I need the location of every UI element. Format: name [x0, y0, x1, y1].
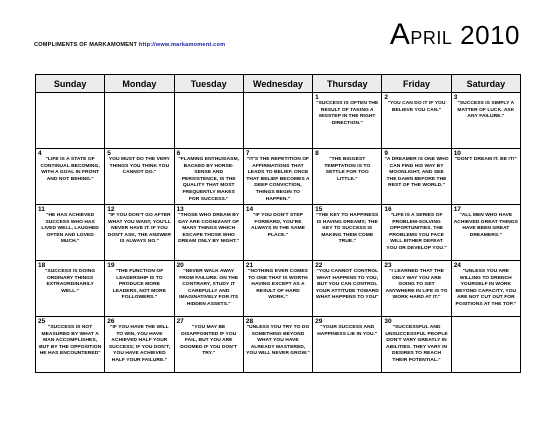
day-number: 24	[453, 262, 461, 269]
day-number: 10	[453, 150, 461, 157]
day-quote: "SUCCESS IS OFTEN THE RESULT OF TAKING A MISSTEP IN THE RIGHT DIRECTION."	[316, 101, 379, 126]
day-number: 15	[315, 206, 323, 213]
day-quote: "SUCCESS IS SIMPLY A MATTER OF LUCK. ASK ANY FAILURE."	[457, 101, 515, 120]
day-cell	[451, 149, 520, 205]
day-quote: "SUCCESSFUL AND UNSUCCESSFUL PEOPLE DON'T VARY GREATLY IN ABILITIES. THEY VARY IN DESIRES TO REACH THEIR POTENTIAL."	[385, 325, 448, 363]
day-cell	[382, 93, 451, 149]
day-number: 23	[384, 262, 392, 269]
day-cell	[313, 149, 382, 205]
week-row	[36, 317, 521, 373]
week-row	[36, 261, 521, 317]
day-quote: "THE BIGGEST TEMPTATION IS TO SETTLE FOR TOO LITTLE."	[324, 157, 371, 182]
day-number: 13	[176, 206, 184, 213]
day-number: 4	[38, 150, 42, 157]
day-number: 26	[107, 318, 115, 325]
day-number: 21	[245, 262, 254, 269]
month-title-rest: pril 2010	[410, 20, 520, 50]
day-number: 5	[107, 150, 111, 157]
day-number: 2	[384, 94, 389, 101]
day-cell	[174, 93, 243, 149]
weekday-sunday: Sunday	[36, 75, 105, 93]
day-number: 6	[176, 150, 181, 157]
day-cell	[174, 317, 243, 373]
day-quote: "YOU CANNOT CONTROL WHAT HAPPENS TO YOU, BUT YOU CAN CONTROL YOUR ATTITUDE TOWARD WHAT HAPPENS TO YOU"	[315, 269, 379, 301]
weekday-thursday: Thursday	[313, 75, 382, 93]
day-number: 30	[384, 318, 392, 325]
day-cell	[451, 93, 520, 149]
day-quote: "NEVER WALK AWAY FROM FAILURE. ON THE CONTRARY, STUDY IT CAREFULLY AND IMAGINATIVELY FOR ITS HIDDEN ASSETS."	[179, 269, 239, 307]
week-row	[36, 93, 521, 149]
day-cell	[36, 205, 105, 261]
day-number: 19	[107, 262, 115, 269]
day-number: 12	[107, 206, 115, 213]
day-cell	[174, 261, 243, 317]
month-title	[390, 18, 520, 52]
weekday-monday: Monday	[105, 75, 174, 93]
day-quote: "IF YOU DON'T STEP FORWARD, YOU'RE ALWAYS IN THE SAME PLACE."	[250, 213, 305, 238]
day-quote: "HE HAS ACHIEVED SUCCESS WHO HAS LIVED WELL, LAUGHED OFTEN AND LOVED MUCH."	[41, 213, 99, 245]
day-quote: "YOU CAN DO IT IF YOU BELIEVE YOU CAN."	[387, 101, 446, 113]
day-cell	[451, 317, 520, 373]
weekday-tuesday: Tuesday	[174, 75, 243, 93]
day-number: 14	[245, 206, 254, 213]
day-quote: "FLAMING ENTHUSIASM, BACKED BY HORSE-SENSE AND PERSISTENCE, IS THE QUALITY THAT MOST FREQUENTLY MAKES FOR SUCCESS."	[178, 157, 240, 202]
day-quote: "IF YOU DON'T GO AFTER WHAT YOU WANT, YOU'LL NEVER HAVE IT. IF YOU DON'T ASK, THE ANSWER IS ALWAYS NO."	[107, 213, 171, 245]
day-number: 1	[315, 94, 319, 101]
day-cell	[313, 93, 382, 149]
day-number: 8	[315, 150, 319, 157]
day-cell	[313, 261, 382, 317]
day-quote: "SUCCESS IS NOT MEASURED BY WHAT A MAN ACCOMPLISHES, BUT BY THE OPPOSITION HE HAS ENCOUNTERED"	[39, 325, 102, 357]
day-cell	[382, 317, 451, 373]
day-cell	[105, 317, 174, 373]
day-cell	[382, 261, 451, 317]
weekday-header-row	[36, 75, 521, 93]
day-cell	[105, 261, 174, 317]
weekday-friday: Friday	[382, 75, 451, 93]
day-quote: "ALL MEN WHO HAVE ACHIEVED GREAT THINGS HAVE BEEN GREAT DREAMERS."	[453, 213, 518, 238]
day-quote: "THE FUNCTION OF LEADERSHIP IS TO PRODUCE MORE LEADERS, NOT MORE FOLLOWERS."	[112, 269, 167, 301]
day-number: 17	[453, 206, 461, 213]
day-quote: "A DREAMER IS ONE WHO CAN FIND HIS WAY BY MOONLIGHT, AND SEE THE DAWN BEFORE THE REST OF THE WORLD."	[384, 157, 449, 189]
day-quote: "YOUR SUCCESS AND HAPPINESS LIE IN YOU."	[317, 325, 378, 337]
day-quote: "SUCCESS IS DOING ORDINARY THINGS EXTRAORDINARILY WELL."	[45, 269, 96, 294]
day-number: 11	[38, 206, 45, 213]
day-cell	[243, 261, 312, 317]
day-cell	[174, 205, 243, 261]
day-quote: "UNLESS YOU TRY TO DO SOMETHING BEYOND WHAT YOU HAVE ALREADY MASTERED, YOU WILL NEVER GROW."	[246, 325, 310, 357]
credit-line	[34, 42, 225, 48]
day-cell	[243, 205, 312, 261]
day-cell	[451, 205, 520, 261]
day-cell	[174, 149, 243, 205]
day-cell	[382, 205, 451, 261]
week-row	[36, 149, 521, 205]
day-cell	[243, 149, 312, 205]
day-cell	[36, 317, 105, 373]
weekday-saturday: Saturday	[451, 75, 520, 93]
day-number: 27	[176, 318, 184, 325]
day-number: 22	[315, 262, 323, 269]
credit-url[interactable]: http://www.markamoment.com	[138, 42, 226, 48]
day-cell	[105, 93, 174, 149]
day-cell	[313, 317, 382, 373]
day-cell	[36, 149, 105, 205]
day-quote: YOU MUST DO THE VERY THINGS YOU THINK YOU CANNOT DO."	[108, 157, 170, 176]
day-number: 7	[245, 150, 250, 157]
day-quote: "UNLESS YOU ARE WILLING TO DRENCH YOURSELF IN WORK BEYOND CAPACITY, YOU ARE NOT CUT OUT FOR POSITIONS AT THE TOP."	[455, 269, 517, 307]
day-number: 9	[384, 150, 389, 157]
day-quote: "THOSE WHO DREAM BY DAY ARE COGNIZANT OF MANY THINGS WHICH ESCAPE THOSE WHO DREAM ONLY BY NIGHT."	[178, 213, 240, 245]
day-number: 16	[384, 206, 392, 213]
month-title-cap: A	[389, 18, 411, 51]
day-quote: "YOU MAY BE DISAPPOINTED IF YOU FAIL, BUT YOU ARE DOOMED IF YOU DON'T TRY."	[180, 325, 238, 357]
week-row	[36, 205, 521, 261]
credit-text: COMPLIMENTS OF MARKAMOMENT	[34, 42, 138, 48]
calendar-grid	[35, 74, 521, 373]
day-quote: "DON'T DREAM IT. BE IT!"	[454, 157, 517, 162]
day-cell	[313, 205, 382, 261]
day-cell	[382, 149, 451, 205]
day-cell	[105, 205, 174, 261]
day-number: 20	[176, 262, 184, 269]
day-quote: "NOTHING EVER COMES TO ONE THAT IS WORTH HAVING EXCEPT AS A RESULT OF HARD WORK."	[248, 269, 308, 301]
day-quote: "IF YOU HAVE THE WILL TO WIN, YOU HAVE ACHIEVED HALF YOUR SUCCESS; IF YOU DON'T, YOU HAVE ACHIEVED HALF YOUR FAILURE."	[108, 325, 170, 363]
day-number: 3	[453, 94, 458, 101]
day-cell	[36, 93, 105, 149]
weekday-wednesday: Wednesday	[243, 75, 312, 93]
day-quote: "THE KEY TO HAPPINESS IS HAVING DREAMS; THE KEY TO SUCCESS IS MAKING THEM COME TRUE."	[316, 213, 379, 245]
day-cell	[105, 149, 174, 205]
day-quote: "LIFE IS A SERIES OF PROBLEM-SOLVING OPPORTUNITIES. THE PROBLEMS YOU FACE WILL EITHER DEFEAT YOU OR DEVELOP YOU."	[386, 213, 447, 251]
day-cell	[243, 317, 312, 373]
day-number: 25	[38, 318, 46, 325]
day-number: 28	[245, 318, 254, 325]
day-quote: "IT'S THE REPETITION OF AFFIRMATIONS THAT LEADS TO BELIEF. ONCE THAT BELIEF BECOMES A DEEP CONVICTION, THINGS BEGIN TO HAPPEN."	[246, 157, 310, 202]
day-quote: "I LEARNED THAT THE ONLY WAY YOU ARE GOING TO GET ANYWHERE IN LIFE IS TO WORK HARD AT IT."	[385, 269, 448, 301]
day-number: 18	[38, 262, 46, 269]
day-number: 29	[315, 318, 323, 325]
day-cell	[451, 261, 520, 317]
day-quote: "LIFE IS A STATE OF CONTINUAL BECOMING, WITH A GOAL IN FRONT AND NOT BEHIND."	[40, 157, 100, 182]
day-cell	[36, 261, 105, 317]
day-cell	[243, 93, 312, 149]
